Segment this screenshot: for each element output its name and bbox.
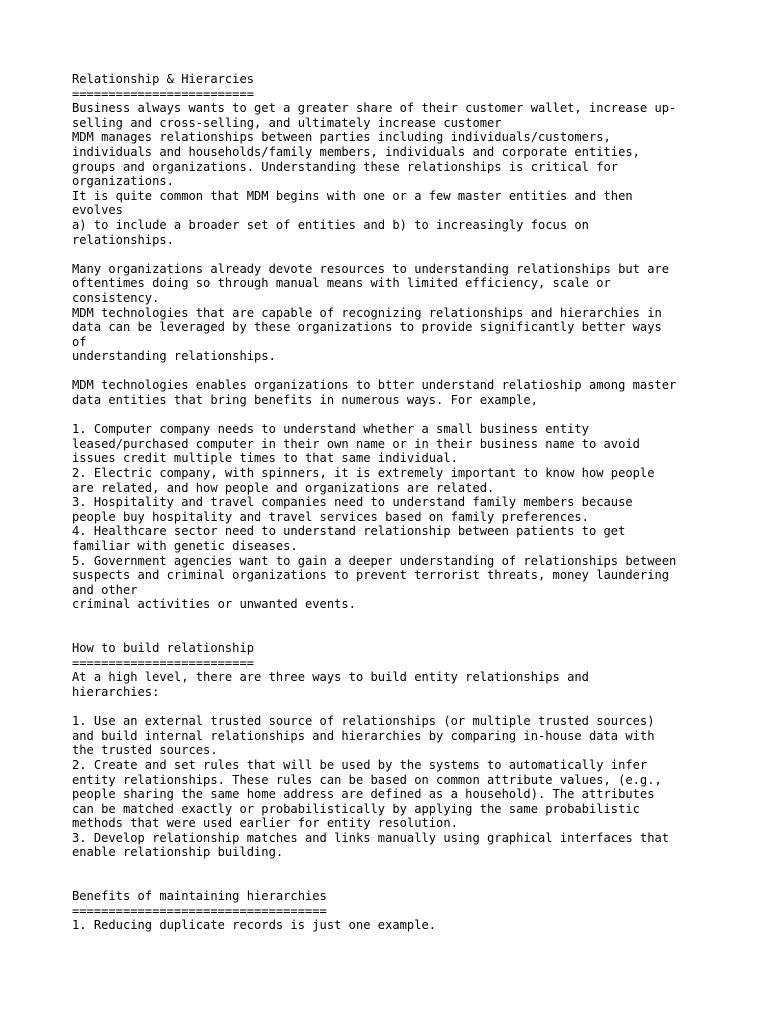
text-line: 1. Use an external trusted source of relationships (or multiple trusted sources) bbox=[72, 714, 655, 729]
text-line: MDM technologies enables organizations to btter understand relatioship among master bbox=[72, 378, 677, 393]
text-line bbox=[72, 364, 712, 379]
text-line: familiar with genetic diseases. bbox=[72, 539, 298, 553]
text-line: Relationship & Hierarcies bbox=[72, 72, 255, 86]
text-line: people sharing the same home address are defined as a household). The attributes bbox=[72, 787, 655, 802]
text-line: methods that were used earlier for entity resolution. bbox=[72, 816, 458, 831]
text-line: 2. Electric company, with spinners, it is extremely important to know how people bbox=[72, 466, 655, 481]
text-line: people buy hospitality and travel services based on family preferences. bbox=[72, 509, 589, 524]
text-line bbox=[72, 627, 712, 642]
text-line: 2. Create and set rules that will be used by the systems to automatically infer bbox=[72, 757, 648, 772]
text-line: criminal activities or unwanted events. bbox=[72, 597, 356, 612]
text-line: a) to include a broader set of entities and b) to increasingly focus on bbox=[72, 217, 589, 232]
text-line: organizations. bbox=[72, 174, 174, 189]
text-line: It is quite common that MDM begins with one or a few master entities and then bbox=[72, 188, 633, 203]
text-line: the trusted sources. bbox=[72, 743, 218, 758]
text-line: How to build relationship bbox=[72, 641, 255, 656]
text-line: are related, and how people and organizations are related. bbox=[72, 480, 495, 495]
text-line bbox=[72, 408, 712, 423]
text-line: data entities that bring benefits in numerous ways. For example, bbox=[72, 393, 538, 408]
text-line: leased/purchased computer in their own name or in their business name to avoid bbox=[72, 436, 640, 451]
text-line: groups and organizations. Understanding these relationships is critical for bbox=[72, 159, 619, 174]
text-line: enable relationship building. bbox=[72, 845, 284, 860]
text-line: MDM manages relationships between parties including individuals/customers, bbox=[72, 130, 611, 145]
text-line: 3. Hospitality and travel companies need to understand family members because bbox=[72, 495, 633, 510]
text-line: Business always wants to get a greater share of their customer wallet, increase up- bbox=[72, 101, 677, 116]
text-line: 5. Government agencies want to gain a deeper understanding of relationships between bbox=[72, 553, 677, 568]
text-line: evolves bbox=[72, 203, 123, 218]
text-line: of bbox=[72, 334, 87, 349]
text-line: consistency. bbox=[72, 290, 160, 305]
text-line bbox=[72, 612, 712, 627]
text-line: entity relationships. These rules can be based on common attribute values, (e.g., bbox=[72, 772, 662, 787]
text-line: can be matched exactly or probabilistically by applying the same probabilistic bbox=[72, 801, 640, 816]
text-line: 3. Develop relationship matches and links manually using graphical interfaces that bbox=[72, 830, 670, 845]
text-line bbox=[72, 700, 712, 715]
text-line: Benefits of maintaining hierarchies bbox=[72, 889, 327, 904]
text-line bbox=[72, 875, 712, 890]
text-line: MDM technologies that are capable of recognizing relationships and hierarchies in bbox=[72, 305, 662, 320]
text-line: data can be leveraged by these organizations to provide significantly better ways bbox=[72, 320, 662, 335]
text-line: relationships. bbox=[72, 232, 174, 247]
document-body bbox=[72, 72, 712, 933]
text-line: Many organizations already devote resources to understanding relationships but are bbox=[72, 261, 670, 276]
text-line: and other bbox=[72, 582, 138, 597]
text-line: selling and cross-selling, and ultimately increase customer bbox=[72, 115, 502, 130]
text-line: hierarchies: bbox=[72, 684, 160, 699]
text-line: =================================== bbox=[72, 903, 327, 918]
text-line: understanding relationships. bbox=[72, 349, 276, 364]
text-line: ========================= bbox=[72, 86, 255, 101]
text-line: and build internal relationships and hierarchies by comparing in-house data with bbox=[72, 728, 655, 743]
text-line: 1. Computer company needs to understand whether a small business entity bbox=[72, 422, 589, 437]
text-line: individuals and households/family members, individuals and corporate entities, bbox=[72, 144, 640, 159]
text-line bbox=[72, 247, 712, 262]
text-line bbox=[72, 860, 712, 875]
text-line: At a high level, there are three ways to build entity relationships and bbox=[72, 670, 589, 685]
text-line: oftentimes doing so through manual means with limited efficiency, scale or bbox=[72, 276, 611, 291]
text-line: issues credit multiple times to that same individual. bbox=[72, 451, 458, 466]
text-line: 4. Healthcare sector need to understand relationship between patients to get bbox=[72, 524, 626, 539]
text-line: 1. Reducing duplicate records is just one example. bbox=[72, 918, 437, 933]
text-line: suspects and criminal organizations to prevent terrorist threats, money laundering bbox=[72, 568, 670, 583]
text-line: ========================= bbox=[72, 655, 255, 670]
